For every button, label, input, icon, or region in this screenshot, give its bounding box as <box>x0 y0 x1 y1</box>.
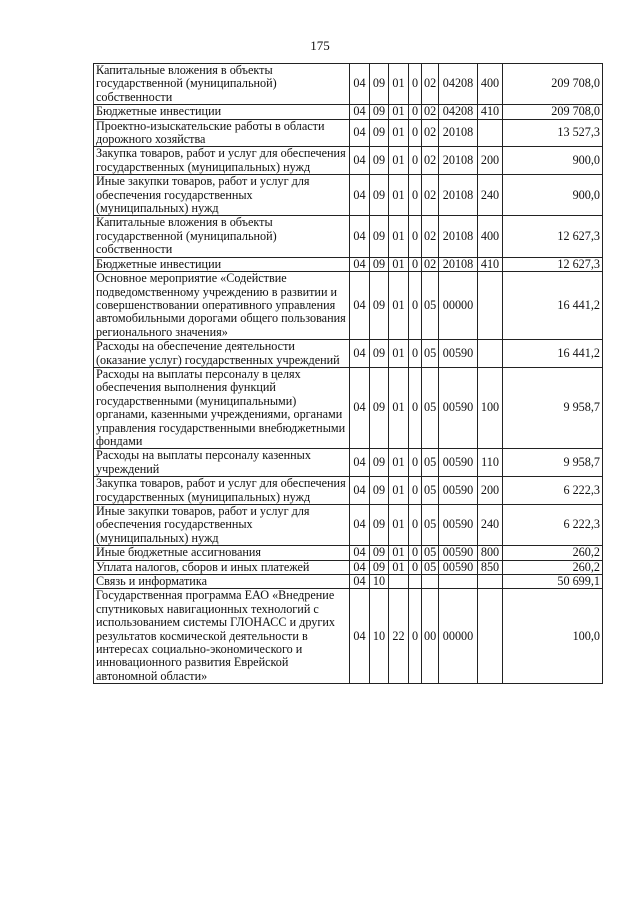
section-code: 04 <box>350 175 370 216</box>
section-code: 04 <box>350 119 370 147</box>
section-code: 04 <box>350 589 370 684</box>
target-article-activity: 05 <box>422 546 439 560</box>
table-row <box>94 64 603 105</box>
section-code: 04 <box>350 216 370 257</box>
target-article-program: 01 <box>389 105 409 119</box>
target-article-program: 01 <box>389 257 409 271</box>
target-article-direction: 20108 <box>439 119 478 147</box>
target-article-program: 01 <box>389 175 409 216</box>
subsection-code: 09 <box>370 216 389 257</box>
target-article-subprogram: 0 <box>409 449 422 477</box>
page-number: 175 <box>310 38 330 53</box>
expense-type-code <box>478 340 503 368</box>
target-article-program: 01 <box>389 340 409 368</box>
target-article-activity: 02 <box>422 216 439 257</box>
target-article-subprogram: 0 <box>409 64 422 105</box>
section-code: 04 <box>350 560 370 574</box>
amount: 50 699,1 <box>503 575 603 589</box>
target-article-program: 01 <box>389 64 409 105</box>
target-article-direction: 00590 <box>439 505 478 546</box>
subsection-code: 09 <box>370 175 389 216</box>
expense-type-code: 400 <box>478 64 503 105</box>
target-article-direction <box>439 575 478 589</box>
target-article-direction: 04208 <box>439 105 478 119</box>
target-article-activity: 02 <box>422 105 439 119</box>
amount: 209 708,0 <box>503 64 603 105</box>
amount: 900,0 <box>503 147 603 175</box>
row-description: Расходы на обеспечение деятельности (оказание услуг) государственных учреждений <box>94 340 350 368</box>
target-article-direction: 00590 <box>439 477 478 505</box>
target-article-subprogram: 0 <box>409 147 422 175</box>
row-description: Расходы на выплаты персоналу в целях обеспечения выполнения функций государственными (муниципальными) органами, казенными учреждениями, органами управления государственными внебюджетными фондами <box>94 367 350 448</box>
section-code: 04 <box>350 505 370 546</box>
target-article-program: 01 <box>389 560 409 574</box>
row-description: Капитальные вложения в объекты государственной (муниципальной) собственности <box>94 216 350 257</box>
row-description: Расходы на выплаты персоналу казенных учреждений <box>94 449 350 477</box>
section-code: 04 <box>350 105 370 119</box>
amount: 209 708,0 <box>503 105 603 119</box>
amount: 6 222,3 <box>503 477 603 505</box>
subsection-code: 09 <box>370 477 389 505</box>
target-article-subprogram: 0 <box>409 546 422 560</box>
subsection-code: 09 <box>370 119 389 147</box>
amount: 16 441,2 <box>503 340 603 368</box>
target-article-direction: 00590 <box>439 546 478 560</box>
target-article-activity: 05 <box>422 477 439 505</box>
expense-type-code: 240 <box>478 505 503 546</box>
section-code: 04 <box>350 257 370 271</box>
section-code: 04 <box>350 340 370 368</box>
amount: 12 627,3 <box>503 257 603 271</box>
table-row <box>94 560 603 574</box>
target-article-direction: 00000 <box>439 589 478 684</box>
section-code: 04 <box>350 64 370 105</box>
table-row <box>94 257 603 271</box>
table-row <box>94 477 603 505</box>
table-row <box>94 367 603 448</box>
row-description: Основное мероприятие «Содействие подведомственному учреждению в развитии и совершенствовании оперативного управления автомобильными дорогами общего пользования регионального значения» <box>94 272 350 340</box>
section-code: 04 <box>350 272 370 340</box>
subsection-code: 09 <box>370 546 389 560</box>
target-article-program: 01 <box>389 505 409 546</box>
subsection-code: 09 <box>370 105 389 119</box>
target-article-direction: 00590 <box>439 449 478 477</box>
expense-type-code: 200 <box>478 147 503 175</box>
target-article-direction: 20108 <box>439 257 478 271</box>
target-article-direction: 20108 <box>439 147 478 175</box>
amount: 9 958,7 <box>503 449 603 477</box>
target-article-activity <box>422 575 439 589</box>
target-article-activity: 00 <box>422 589 439 684</box>
table-row <box>94 505 603 546</box>
section-code: 04 <box>350 367 370 448</box>
target-article-activity: 02 <box>422 257 439 271</box>
target-article-direction: 00000 <box>439 272 478 340</box>
amount: 100,0 <box>503 589 603 684</box>
target-article-subprogram: 0 <box>409 175 422 216</box>
target-article-activity: 05 <box>422 367 439 448</box>
target-article-subprogram: 0 <box>409 505 422 546</box>
subsection-code: 09 <box>370 64 389 105</box>
table-row <box>94 449 603 477</box>
subsection-code: 10 <box>370 575 389 589</box>
expense-type-code: 110 <box>478 449 503 477</box>
row-description: Капитальные вложения в объекты государственной (муниципальной) собственности <box>94 64 350 105</box>
amount: 16 441,2 <box>503 272 603 340</box>
target-article-direction: 00590 <box>439 560 478 574</box>
row-description: Закупка товаров, работ и услуг для обеспечения государственных (муниципальных) нужд <box>94 477 350 505</box>
target-article-subprogram: 0 <box>409 257 422 271</box>
table-row <box>94 216 603 257</box>
target-article-program: 01 <box>389 216 409 257</box>
table-row <box>94 119 603 147</box>
amount: 12 627,3 <box>503 216 603 257</box>
target-article-subprogram: 0 <box>409 367 422 448</box>
section-code: 04 <box>350 575 370 589</box>
expense-type-code: 400 <box>478 216 503 257</box>
target-article-direction: 04208 <box>439 64 478 105</box>
target-article-subprogram: 0 <box>409 272 422 340</box>
target-article-subprogram: 0 <box>409 105 422 119</box>
row-description: Уплата налогов, сборов и иных платежей <box>94 560 350 574</box>
target-article-subprogram: 0 <box>409 589 422 684</box>
row-description: Бюджетные инвестиции <box>94 105 350 119</box>
table-row <box>94 147 603 175</box>
target-article-program: 01 <box>389 147 409 175</box>
target-article-activity: 05 <box>422 340 439 368</box>
subsection-code: 09 <box>370 367 389 448</box>
row-description: Проектно-изыскательские работы в области дорожного хозяйства <box>94 119 350 147</box>
target-article-program: 01 <box>389 119 409 147</box>
target-article-subprogram: 0 <box>409 340 422 368</box>
subsection-code: 09 <box>370 560 389 574</box>
table-row <box>94 105 603 119</box>
section-code: 04 <box>350 449 370 477</box>
target-article-activity: 02 <box>422 147 439 175</box>
target-article-program <box>389 575 409 589</box>
target-article-activity: 05 <box>422 505 439 546</box>
subsection-code: 09 <box>370 272 389 340</box>
subsection-code: 09 <box>370 257 389 271</box>
table-row <box>94 546 603 560</box>
target-article-program: 01 <box>389 449 409 477</box>
expense-type-code: 850 <box>478 560 503 574</box>
budget-table <box>93 63 603 684</box>
target-article-activity: 02 <box>422 119 439 147</box>
target-article-program: 01 <box>389 477 409 505</box>
subsection-code: 09 <box>370 449 389 477</box>
row-description: Иные закупки товаров, работ и услуг для обеспечения государственных (муниципальных) нужд <box>94 175 350 216</box>
target-article-subprogram <box>409 575 422 589</box>
expense-type-code <box>478 575 503 589</box>
row-description: Иные закупки товаров, работ и услуг для обеспечения государственных (муниципальных) нужд <box>94 505 350 546</box>
target-article-direction: 20108 <box>439 175 478 216</box>
target-article-subprogram: 0 <box>409 560 422 574</box>
amount: 9 958,7 <box>503 367 603 448</box>
amount: 13 527,3 <box>503 119 603 147</box>
expense-type-code: 410 <box>478 105 503 119</box>
expense-type-code: 410 <box>478 257 503 271</box>
amount: 6 222,3 <box>503 505 603 546</box>
expense-type-code <box>478 119 503 147</box>
table-row <box>94 175 603 216</box>
target-article-direction: 20108 <box>439 216 478 257</box>
table-row <box>94 575 603 589</box>
subsection-code: 09 <box>370 340 389 368</box>
expense-type-code <box>478 272 503 340</box>
target-article-activity: 02 <box>422 64 439 105</box>
target-article-program: 22 <box>389 589 409 684</box>
table-row <box>94 272 603 340</box>
target-article-program: 01 <box>389 367 409 448</box>
expense-type-code <box>478 589 503 684</box>
subsection-code: 09 <box>370 505 389 546</box>
amount: 900,0 <box>503 175 603 216</box>
row-description: Государственная программа ЕАО «Внедрение спутниковых навигационных технологий с использованием системы ГЛОНАСС и других результатов космической деятельности в интересах социально-экономического и инновационного развития Еврейской автономной области» <box>94 589 350 684</box>
target-article-subprogram: 0 <box>409 477 422 505</box>
subsection-code: 10 <box>370 589 389 684</box>
row-description: Иные бюджетные ассигнования <box>94 546 350 560</box>
target-article-activity: 05 <box>422 560 439 574</box>
section-code: 04 <box>350 477 370 505</box>
row-description: Закупка товаров, работ и услуг для обеспечения государственных (муниципальных) нужд <box>94 147 350 175</box>
target-article-activity: 02 <box>422 175 439 216</box>
target-article-direction: 00590 <box>439 340 478 368</box>
amount: 260,2 <box>503 546 603 560</box>
section-code: 04 <box>350 147 370 175</box>
expense-type-code: 100 <box>478 367 503 448</box>
table-row <box>94 589 603 684</box>
target-article-direction: 00590 <box>439 367 478 448</box>
target-article-subprogram: 0 <box>409 119 422 147</box>
target-article-subprogram: 0 <box>409 216 422 257</box>
target-article-program: 01 <box>389 546 409 560</box>
target-article-program: 01 <box>389 272 409 340</box>
table-row <box>94 340 603 368</box>
expense-type-code: 200 <box>478 477 503 505</box>
row-description: Бюджетные инвестиции <box>94 257 350 271</box>
expense-type-code: 800 <box>478 546 503 560</box>
row-description: Связь и информатика <box>94 575 350 589</box>
target-article-activity: 05 <box>422 449 439 477</box>
target-article-activity: 05 <box>422 272 439 340</box>
amount: 260,2 <box>503 560 603 574</box>
expense-type-code: 240 <box>478 175 503 216</box>
section-code: 04 <box>350 546 370 560</box>
subsection-code: 09 <box>370 147 389 175</box>
